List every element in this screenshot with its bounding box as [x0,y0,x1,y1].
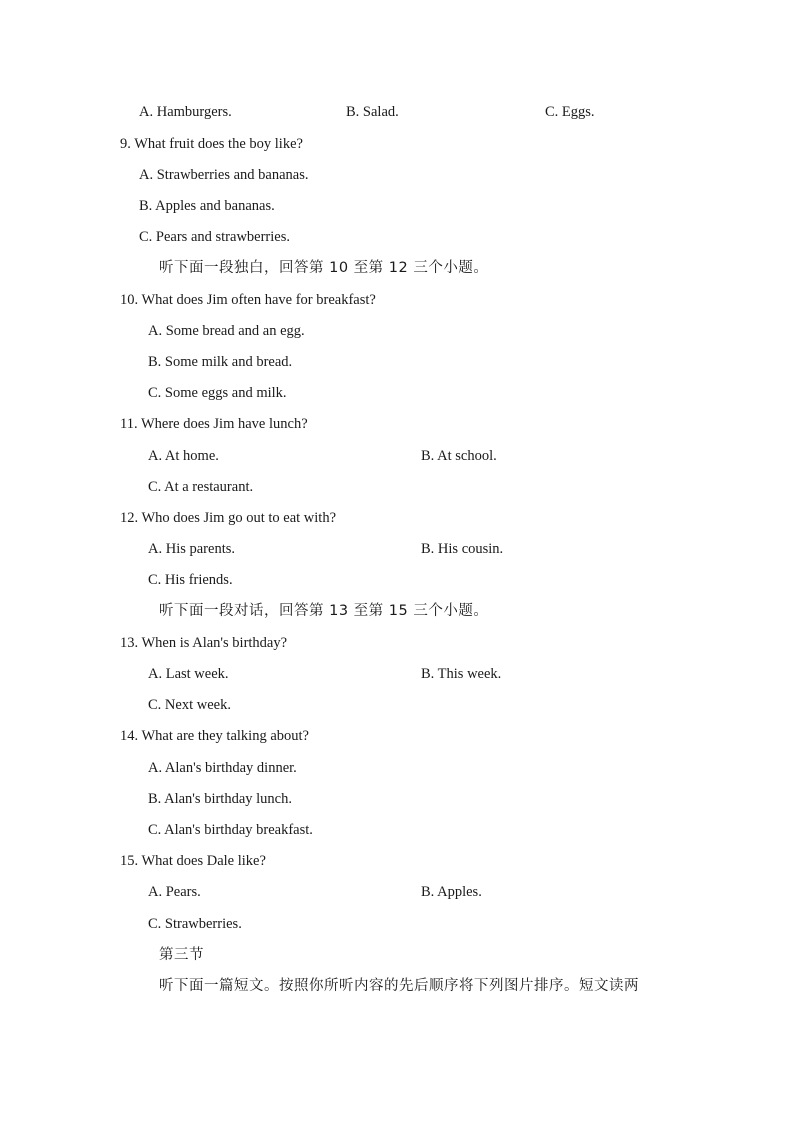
instruction-monologue: 听下面一段独白，回答第 10 至第 12 三个小题。 [159,260,489,276]
q14-option-c: C. Alan's birthday breakfast. [148,822,313,838]
section-instruction: 听下面一篇短文。按照你所听内容的先后顺序将下列图片排序。短文读两 [159,978,639,994]
q9-option-b: B. Apples and bananas. [139,198,275,214]
q9-question: 9. What fruit does the boy like? [120,136,303,152]
q13-option-a: A. Last week. [148,666,229,682]
q15-option-a: A. Pears. [148,884,201,900]
instruction-dialogue: 听下面一段对话，回答第 13 至第 15 三个小题。 [159,603,489,619]
q9-option-a: A. Strawberries and bananas. [139,167,309,183]
q14-question: 14. What are they talking about? [120,728,309,744]
q12-option-b: B. His cousin. [421,541,504,557]
q10-option-c: C. Some eggs and milk. [148,385,287,401]
q13-option-c: C. Next week. [148,697,231,713]
q13-option-b: B. This week. [421,666,502,682]
q14-option-a: A. Alan's birthday dinner. [148,760,297,776]
q15-option-b: B. Apples. [421,884,482,900]
section-title: 第三节 [159,947,204,963]
q9-option-c: C. Pears and strawberries. [139,229,290,245]
q11-option-c: C. At a restaurant. [148,479,254,495]
q8-option-c: C. Eggs. [545,104,595,120]
q10-question: 10. What does Jim often have for breakfast? [120,292,376,308]
q8-option-b: B. Salad. [346,104,399,120]
q12-option-c: C. His friends. [148,572,233,588]
q10-option-b: B. Some milk and bread. [148,354,293,370]
q15-option-c: C. Strawberries. [148,916,242,932]
q15-question: 15. What does Dale like? [120,853,266,869]
q11-question: 11. Where does Jim have lunch? [120,416,308,432]
q12-question: 12. Who does Jim go out to eat with? [120,510,336,526]
q11-option-a: A. At home. [148,448,219,464]
q13-question: 13. When is Alan's birthday? [120,635,288,651]
q11-option-b: B. At school. [421,448,497,464]
q14-option-b: B. Alan's birthday lunch. [148,791,292,807]
q8-option-a: A. Hamburgers. [139,104,232,120]
q12-option-a: A. His parents. [148,541,235,557]
q10-option-a: A. Some bread and an egg. [148,323,305,339]
